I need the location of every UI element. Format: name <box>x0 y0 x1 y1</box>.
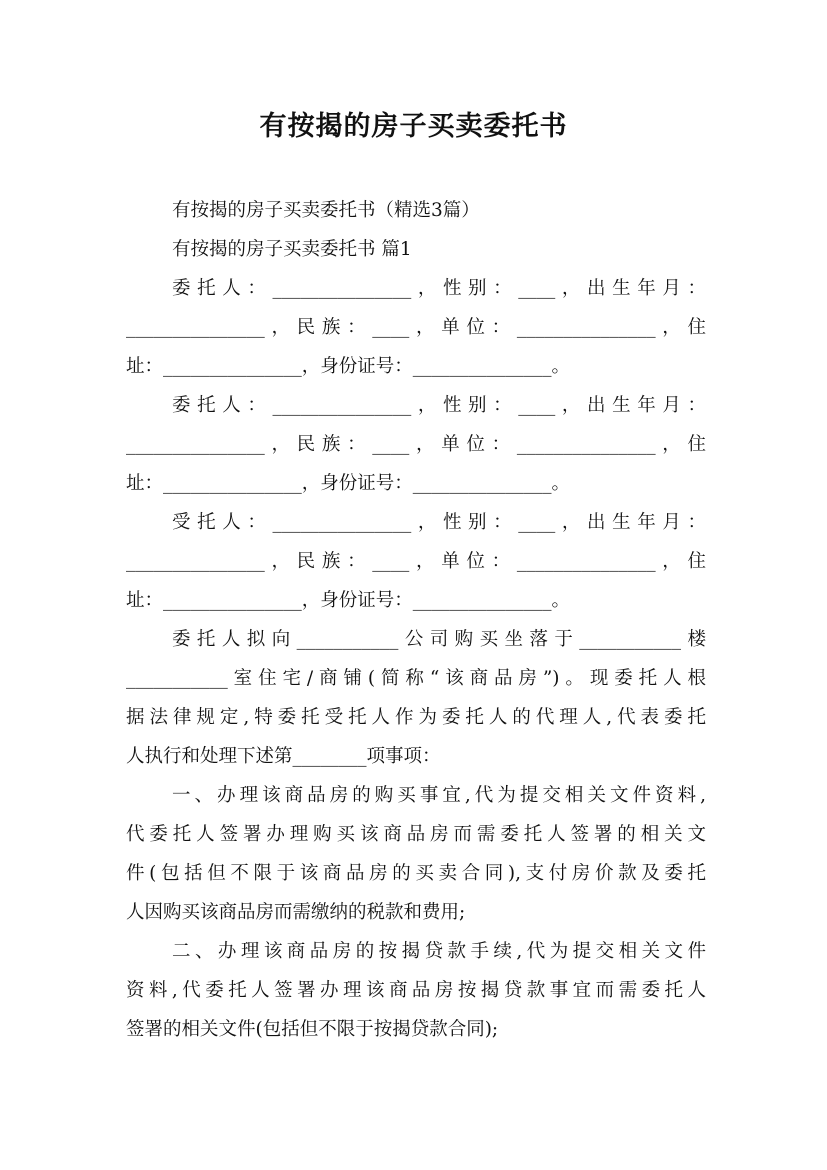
paragraph-line: 件(包括但不限于该商品房的买卖合同),支付房价款及委托 <box>126 863 706 884</box>
paragraph-line: 据法律规定,特委托受托人作为委托人的代理人,代表委托 <box>126 707 706 728</box>
document-title: 有按揭的房子买卖委托书 <box>259 111 568 142</box>
paragraph-line: 址：_______________，身份证号：_______________。 <box>126 590 571 611</box>
paragraph-line: 人因购买该商品房而需缴纳的税款和费用; <box>126 902 466 923</box>
paragraph-line: _______________，民族：____，单位：_______________，住 <box>126 434 706 455</box>
paragraph-line: ___________室住宅/商铺(简称“该商品房”)。现委托人根 <box>126 668 706 689</box>
paragraph-line: 址：_______________，身份证号：_______________。 <box>126 356 571 377</box>
paragraph-line: 资料,代委托人签署办理该商品房按揭贷款事宜而需委托人 <box>126 980 706 1001</box>
paragraph-line: _______________，民族：____，单位：_______________，住 <box>126 317 706 338</box>
paragraph-line: 受托人：_______________，性别：____，出生年月： <box>172 512 706 533</box>
section-heading: 有按揭的房子买卖委托书 篇1 <box>172 239 412 260</box>
paragraph-line: 址：_______________，身份证号：_______________。 <box>126 473 571 494</box>
paragraph-line: 人执行和处理下述第________项事项： <box>126 746 441 767</box>
paragraph-line: 委托人：_______________，性别：____，出生年月： <box>172 278 706 299</box>
paragraph-line: 委托人拟向___________公司购买坐落于___________楼 <box>172 629 706 650</box>
paragraph-line: 委托人：_______________，性别：____，出生年月： <box>172 395 706 416</box>
paragraph-line: 一、办理该商品房的购买事宜,代为提交相关文件资料, <box>172 785 706 806</box>
paragraph-line: 二、办理该商品房的按揭贷款手续,代为提交相关文件 <box>172 941 706 962</box>
paragraph-line: 签署的相关文件(包括但不限于按揭贷款合同); <box>126 1019 499 1040</box>
subtitle-line: 有按揭的房子买卖委托书（精选3篇） <box>172 200 480 221</box>
paragraph-line: _______________，民族：____，单位：_______________，住 <box>126 551 706 572</box>
paragraph-line: 代委托人签署办理购买该商品房而需委托人签署的相关文 <box>126 824 706 845</box>
